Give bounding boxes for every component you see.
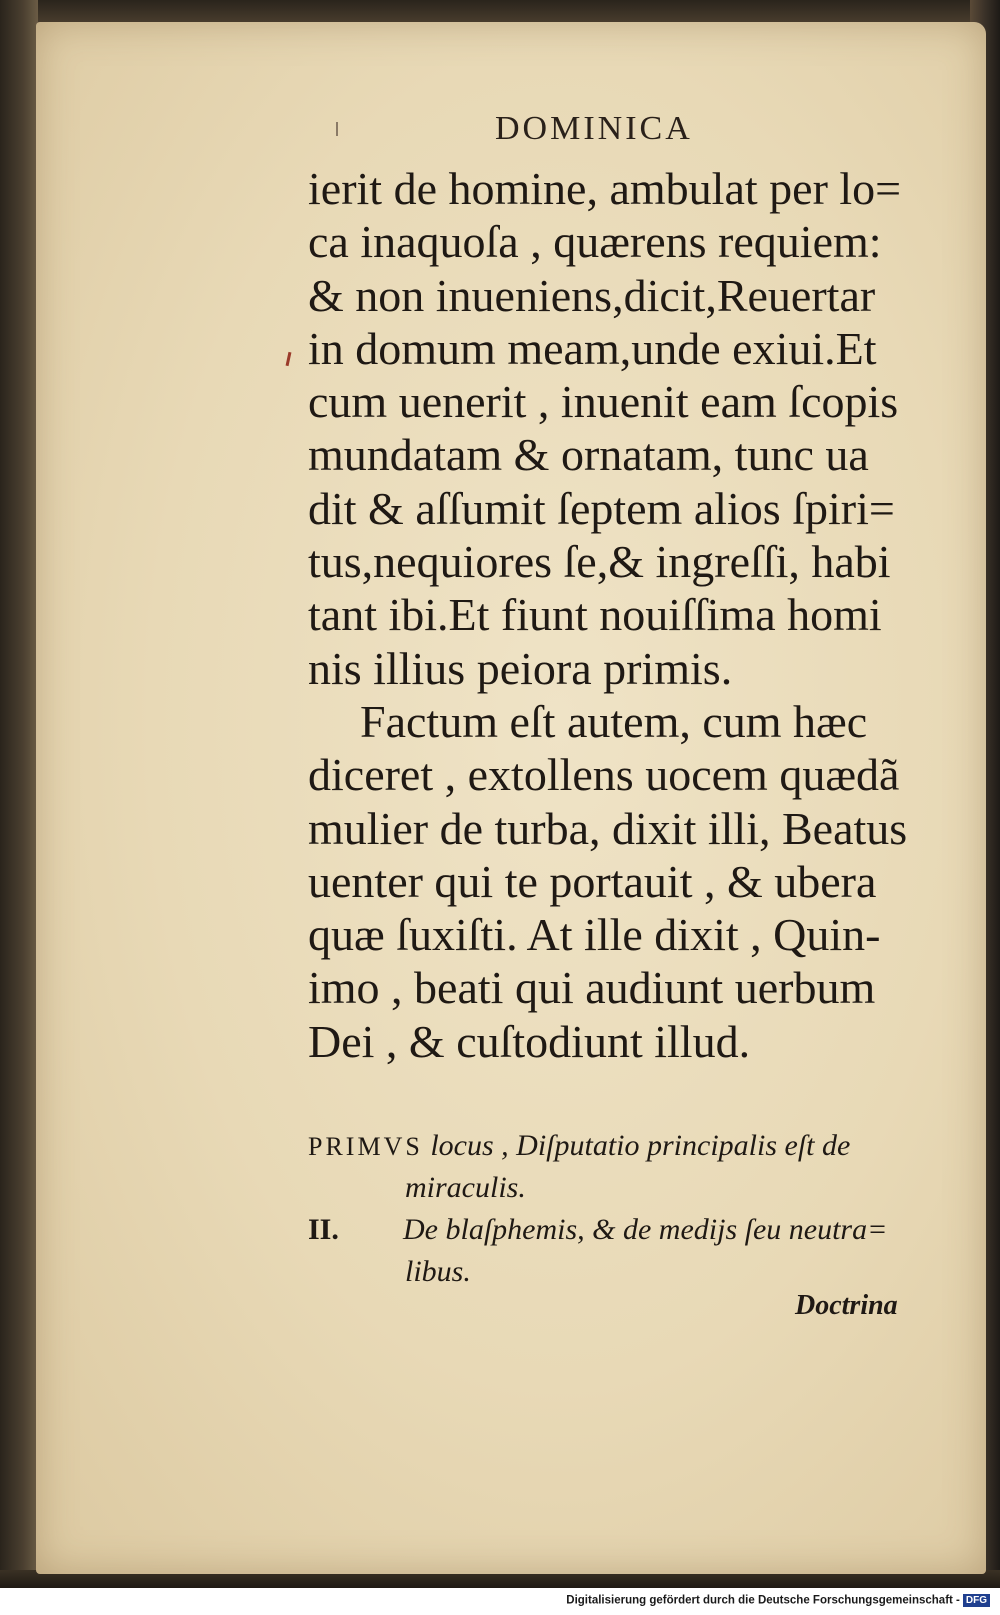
text-line: tant ibi.Et fiunt nouiſſima homi [308,589,882,641]
text-line: uenter qui te portauit , & ubera [308,855,877,907]
text-line: dit & aſſumit ſeptem alios ſpiri= [308,482,895,534]
text-line: imo , beati qui audiunt uerbum [308,962,876,1014]
text-line: diceret , extollens uocem quædã [308,749,900,801]
digitization-credit [0,1594,990,1607]
text-line: mulier de turba, dixit illi, Beatus [308,802,908,854]
note-primus [308,1125,908,1209]
text-line: in domum meam,unde exiui.Et [308,322,877,374]
note-primus-continuation: miraculis. [405,1171,526,1204]
text-line: nis illius peiora primis. [308,642,733,694]
dfg-logo: DFG [963,1594,990,1607]
paragraph-start-line: Factum eſt autem, cum hæc [360,695,868,747]
note-primus-row [308,1125,908,1167]
text-line: ierit de homine, ambulat per lo= [308,163,902,214]
note-primus-text: locus , Diſputatio principalis eſt de [422,1129,851,1162]
note-second-number: II. [308,1213,339,1246]
text-line: & non inueniens,dicit,Reuertar [308,269,876,321]
note-second [308,1209,908,1293]
topic-notes [308,1125,908,1293]
note-second-row [308,1209,908,1251]
text-line: mundatam & ornatam, tunc ua [308,429,869,481]
running-head: DOMINICA [495,110,693,147]
credit-text: Digitalisierung gefördert durch die Deutsche Forschungsgemeinschaft - [566,1594,960,1607]
text-line: tus,nequiores ſe,& ingreſſi, habi [308,536,891,588]
text-line: Dei , & cuſtodiunt illud. [308,1015,751,1067]
text-line: quæ ſuxiſti. At ille dixit , Quin- [308,909,881,961]
catchword: Doctrina [795,1290,898,1321]
book-edge-left [0,0,38,1585]
note-second-text: De blaſphemis, & de medijs ſeu neutra= [403,1213,888,1246]
body-text [308,162,908,1068]
note-primus-label: PRIMVS [308,1132,423,1161]
text-line: cum uenerit , inuenit eam ſcopis [308,376,899,428]
note-second-continuation: libus. [405,1255,471,1288]
text-line: ca inaquoſa , quærens requiem: [308,216,882,268]
ink-tick-mark [336,122,338,136]
book-edge-top [0,0,1000,24]
